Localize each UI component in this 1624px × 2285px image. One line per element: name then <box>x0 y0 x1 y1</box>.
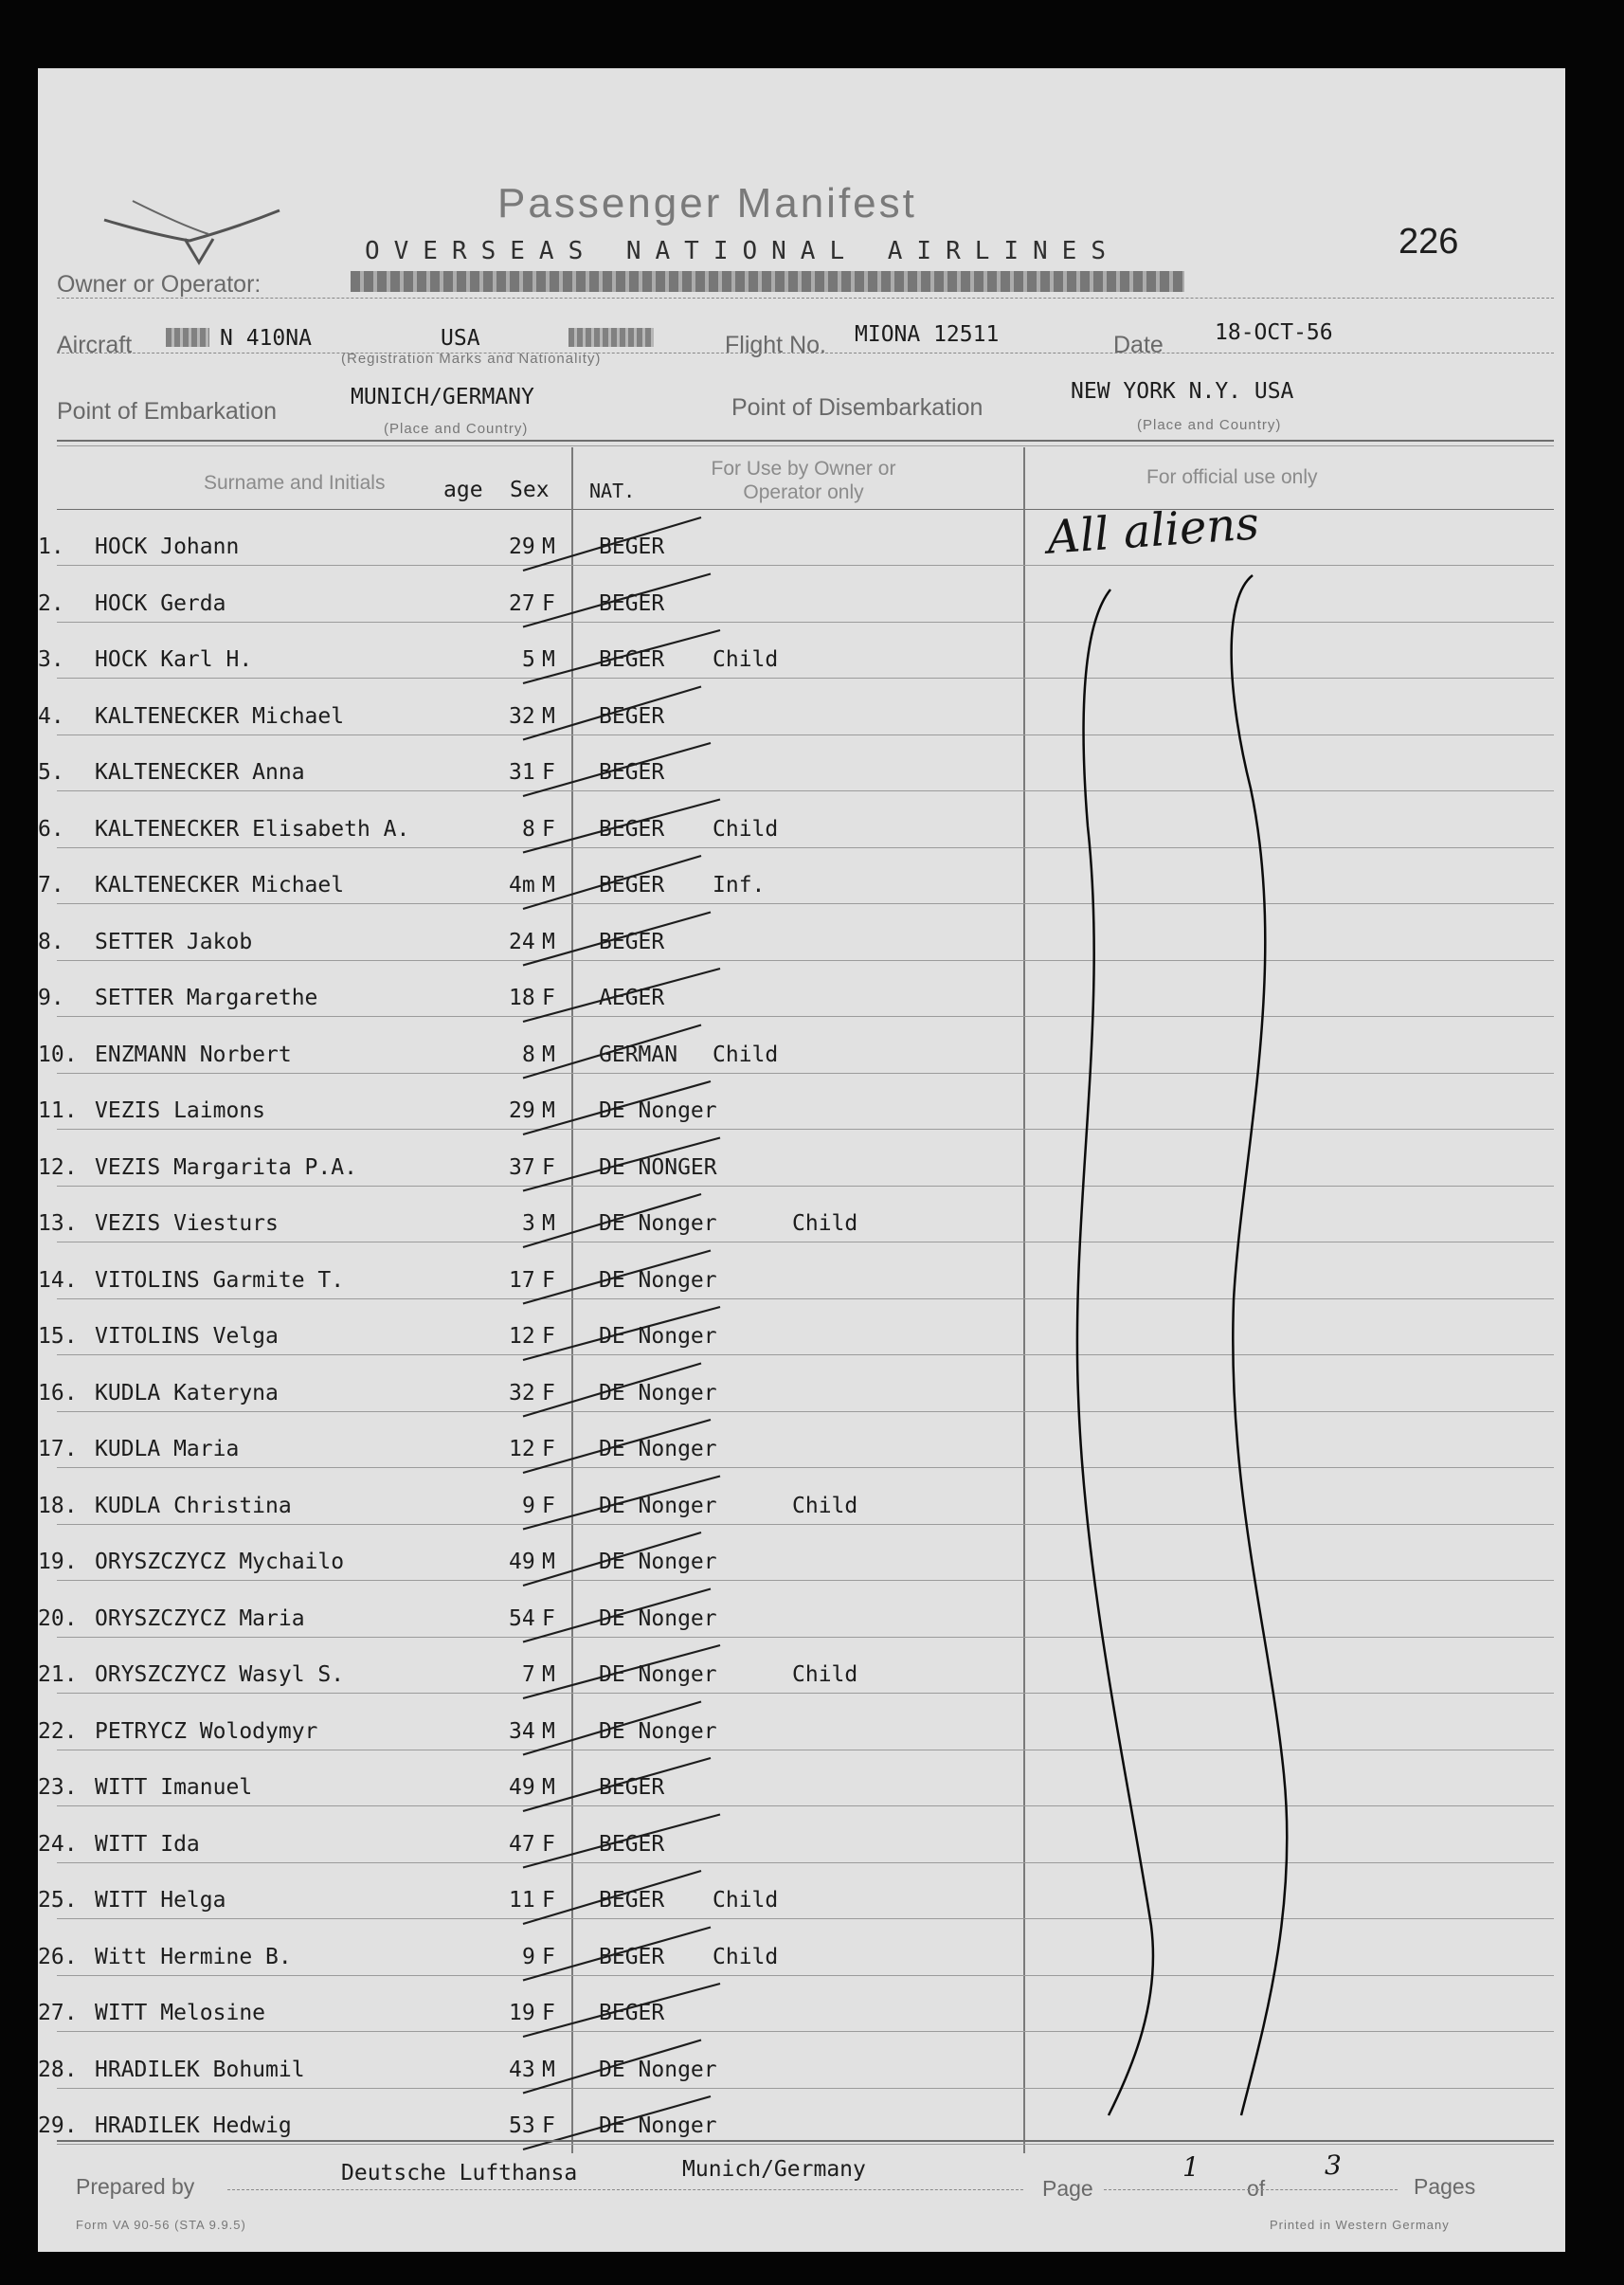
passenger-age: 29 <box>509 535 535 559</box>
passenger-number: 10. <box>38 1042 78 1067</box>
passenger-sex: F <box>542 986 555 1010</box>
aircraft-label: Aircraft <box>57 332 133 358</box>
passenger-sex: M <box>542 1098 555 1123</box>
passenger-name: HRADILEK Hedwig <box>95 2113 292 2138</box>
of-value: 3 <box>1325 2149 1342 2181</box>
check-slash-mark <box>523 2040 701 2094</box>
passenger-name: WITT Ida <box>95 1831 200 1857</box>
passenger-nationality: BEGER <box>599 1775 665 1800</box>
check-slash-mark <box>523 800 720 853</box>
passenger-age: 49 <box>509 1550 535 1574</box>
passenger-sex: F <box>542 1437 555 1461</box>
passenger-age: 24 <box>509 929 535 954</box>
passenger-sex: F <box>542 1267 555 1293</box>
passenger-name: KALTENECKER Michael <box>95 703 345 729</box>
passenger-nationality: DE Nonger <box>599 1718 717 1744</box>
passenger-sex: F <box>542 1493 555 1518</box>
passenger-nationality: DE Nonger <box>599 2057 717 2082</box>
passenger-sex: F <box>542 816 555 842</box>
check-slash-mark <box>523 913 711 966</box>
passenger-sex: M <box>542 1211 555 1236</box>
disembarkation-label: Point of Disembarkation <box>731 394 983 421</box>
passenger-name: VEZIS Margarita P.A. <box>95 1154 357 1180</box>
passenger-nationality: DE Nonger <box>599 1437 717 1461</box>
passenger-name: HRADILEK Bohumil <box>95 2057 305 2082</box>
printed-in: Printed in Western Germany <box>1270 2218 1450 2232</box>
passenger-age: 18 <box>509 986 535 1010</box>
passenger-sex: F <box>542 1831 555 1857</box>
airline-name: OVERSEAS NATIONAL AIRLINES <box>365 237 1120 265</box>
passenger-age: 17 <box>509 1267 535 1293</box>
passenger-number: 22. <box>38 1718 78 1744</box>
passenger-age: 47 <box>509 1831 535 1857</box>
passenger-name: KALTENECKER Michael <box>95 873 345 898</box>
passenger-name: KALTENECKER Anna <box>95 760 305 785</box>
passenger-nationality: GERMAN <box>599 1042 678 1067</box>
passenger-age: 43 <box>509 2057 535 2082</box>
passenger-name: WITT Imanuel <box>95 1775 253 1800</box>
passenger-number: 14. <box>38 1267 78 1293</box>
passenger-sex: M <box>542 1775 555 1800</box>
passenger-number: 9. <box>38 986 64 1010</box>
passenger-name: KUDLA Christina <box>95 1493 292 1518</box>
check-slash-mark <box>523 1589 711 1642</box>
passenger-number: 23. <box>38 1775 78 1800</box>
check-slash-mark <box>523 1477 720 1530</box>
passenger-name: KUDLA Kateryna <box>95 1380 279 1405</box>
passenger-name: PETRYCZ Wolodymyr <box>95 1718 318 1744</box>
passenger-number: 21. <box>38 1662 78 1687</box>
passenger-name: ENZMANN Norbert <box>95 1042 292 1067</box>
passenger-number: 28. <box>38 2057 78 2082</box>
passenger-name: SETTER Jakob <box>95 929 253 954</box>
passenger-note: Child <box>713 1888 779 1913</box>
aircraft-registration: N 410NA <box>220 326 312 351</box>
passenger-number: 11. <box>38 1098 78 1123</box>
passenger-number: 13. <box>38 1211 78 1236</box>
passenger-name: VITOLINS Velga <box>95 1324 279 1349</box>
pages-label: Pages <box>1414 2174 1476 2199</box>
passenger-nationality: BEGER <box>599 590 665 616</box>
passenger-sex: M <box>542 1718 555 1744</box>
of-label: of <box>1247 2176 1266 2201</box>
passenger-note: Child <box>792 1211 858 1236</box>
passenger-name: VITOLINS Garmite T. <box>95 1267 345 1293</box>
passenger-name: HOCK Gerda <box>95 590 226 616</box>
passenger-sex: F <box>542 1154 555 1180</box>
passenger-name: VEZIS Viesturs <box>95 1211 279 1236</box>
col-header-nat: NAT. <box>589 480 636 502</box>
passenger-number: 12. <box>38 1154 78 1180</box>
check-slash-mark <box>523 1025 701 1079</box>
passenger-nationality: AEGER <box>599 986 665 1010</box>
check-slash-mark <box>523 630 720 683</box>
passenger-name: HOCK Johann <box>95 535 240 559</box>
passenger-note: Child <box>713 647 779 672</box>
passenger-nationality: DE Nonger <box>599 1098 717 1123</box>
passenger-note: Child <box>713 1944 779 1969</box>
passenger-name: ORYSZCZYCZ Mychailo <box>95 1550 345 1574</box>
embarkation-caption: (Place and Country) <box>384 421 529 437</box>
passenger-name: ORYSZCZYCZ Maria <box>95 1605 305 1631</box>
passenger-name: WITT Melosine <box>95 2001 266 2025</box>
passenger-age: 54 <box>509 1605 535 1631</box>
passenger-nationality: BEGER <box>599 2001 665 2025</box>
check-slash-mark <box>523 1364 701 1417</box>
passenger-age: 31 <box>509 760 535 785</box>
col-header-official-use: For official use only <box>1146 466 1318 488</box>
flight-label: Flight No. <box>725 332 826 358</box>
page-value: 1 <box>1182 2151 1200 2183</box>
official-note-handwriting: All aliens <box>1045 497 1261 565</box>
passenger-nationality: BEGER <box>599 929 665 954</box>
passenger-sex: M <box>542 929 555 954</box>
passenger-nationality: BEGER <box>599 1944 665 1969</box>
passenger-sex: M <box>542 647 555 672</box>
passenger-name: Witt Hermine B. <box>95 1944 292 1969</box>
passenger-note: Inf. <box>713 873 766 898</box>
passenger-age: 32 <box>509 703 535 729</box>
passenger-sex: M <box>542 1662 555 1687</box>
passenger-age: 34 <box>509 1718 535 1744</box>
col-header-sex: Sex <box>510 478 550 502</box>
check-slash-mark <box>523 687 701 740</box>
check-slash-mark <box>523 1081 711 1134</box>
aircraft-nationality: USA <box>441 326 480 351</box>
flight-date: 18-OCT-56 <box>1215 320 1333 345</box>
disembarkation-place: NEW YORK N.Y. USA <box>1071 379 1294 404</box>
passenger-number: 17. <box>38 1437 78 1461</box>
check-slash-mark <box>523 1815 720 1868</box>
passenger-number: 26. <box>38 1944 78 1969</box>
prepared-location: Munich/Germany <box>682 2157 866 2182</box>
passenger-nationality: BEGER <box>599 647 665 672</box>
passenger-sex: M <box>542 535 555 559</box>
form-id: Form VA 90-56 (STA 9.9.5) <box>76 2218 246 2232</box>
date-label: Date <box>1113 332 1164 358</box>
passenger-age: 37 <box>509 1154 535 1180</box>
passenger-number: 7. <box>38 873 64 898</box>
flight-number: MIONA 12511 <box>855 322 1000 347</box>
check-slash-mark <box>523 1532 701 1586</box>
passenger-sex: F <box>542 1888 555 1913</box>
pen-marks <box>38 68 1565 2252</box>
check-slash-mark <box>523 856 701 909</box>
passenger-number: 24. <box>38 1831 78 1857</box>
passenger-age: 4m <box>509 873 535 898</box>
passenger-age: 9 <box>522 1944 535 1969</box>
passenger-sex: F <box>542 2001 555 2025</box>
passenger-age: 9 <box>522 1493 535 1518</box>
passenger-age: 12 <box>509 1437 535 1461</box>
passenger-number: 29. <box>38 2113 78 2138</box>
passenger-age: 32 <box>509 1380 535 1405</box>
passenger-nationality: DE Nonger <box>599 2113 717 2138</box>
passenger-number: 16. <box>38 1380 78 1405</box>
passenger-sex: F <box>542 1324 555 1349</box>
passenger-nationality: BEGER <box>599 873 665 898</box>
passenger-number: 18. <box>38 1493 78 1518</box>
passenger-nationality: DE Nonger <box>599 1493 717 1518</box>
passenger-age: 12 <box>509 1324 535 1349</box>
passenger-number: 19. <box>38 1550 78 1574</box>
col-header-name: Surname and Initials <box>204 472 386 494</box>
passenger-age: 8 <box>522 816 535 842</box>
passenger-sex: M <box>542 2057 555 2082</box>
passenger-number: 1. <box>38 535 64 559</box>
passenger-note: Child <box>713 1042 779 1067</box>
footer-rule <box>57 2140 1554 2142</box>
check-slash-mark <box>523 1758 711 1811</box>
passenger-number: 8. <box>38 929 64 954</box>
check-slash-mark <box>523 1702 701 1755</box>
passenger-age: 29 <box>509 1098 535 1123</box>
passenger-nationality: BEGER <box>599 535 665 559</box>
passenger-nationality: DE NONGER <box>599 1154 717 1180</box>
pen-line-left <box>1077 589 1153 2115</box>
disembarkation-caption: (Place and Country) <box>1137 417 1282 433</box>
passenger-sex: M <box>542 873 555 898</box>
passenger-name: KALTENECKER Elisabeth A. <box>95 816 410 842</box>
passenger-sex: F <box>542 1380 555 1405</box>
check-slash-mark <box>523 1307 720 1360</box>
passenger-name: WITT Helga <box>95 1888 226 1913</box>
prepared-by-value: Deutsche Lufthansa <box>341 2161 578 2185</box>
passenger-sex: F <box>542 2113 555 2138</box>
passenger-name: HOCK Karl H. <box>95 647 253 672</box>
manifest-title: Passenger Manifest <box>497 180 917 227</box>
passenger-nationality: BEGER <box>599 760 665 785</box>
passenger-number: 3. <box>38 647 64 672</box>
passenger-age: 49 <box>509 1775 535 1800</box>
passenger-nationality: DE Nonger <box>599 1380 717 1405</box>
passenger-age: 3 <box>522 1211 535 1236</box>
check-slash-mark <box>523 517 701 571</box>
passenger-age: 27 <box>509 590 535 616</box>
passenger-sex: M <box>542 1042 555 1067</box>
passenger-sex: F <box>542 1605 555 1631</box>
registration-caption: (Registration Marks and Nationality) <box>341 351 602 367</box>
passenger-nationality: BEGER <box>599 816 665 842</box>
prepared-by-label: Prepared by <box>76 2174 195 2199</box>
passenger-number: 15. <box>38 1324 78 1349</box>
col-header-owner-use: For Use by Owner or Operator only <box>711 458 896 503</box>
passenger-nationality: DE Nonger <box>599 1605 717 1631</box>
passenger-sex: M <box>542 703 555 729</box>
passenger-nationality: DE Nonger <box>599 1211 717 1236</box>
owner-label: Owner or Operator: <box>57 271 262 298</box>
manifest-page <box>38 68 1565 2252</box>
passenger-nationality: DE Nonger <box>599 1324 717 1349</box>
passenger-number: 25. <box>38 1888 78 1913</box>
col-header-age: age <box>443 478 483 502</box>
page-count-rule <box>1104 2189 1398 2190</box>
passenger-nationality: BEGER <box>599 1888 665 1913</box>
passenger-age: 7 <box>522 1662 535 1687</box>
passenger-number: 2. <box>38 590 64 616</box>
passenger-age: 11 <box>509 1888 535 1913</box>
passenger-number: 4. <box>38 703 64 729</box>
passenger-name: SETTER Margarethe <box>95 986 318 1010</box>
check-slash-mark <box>523 1928 711 1981</box>
pen-line-right <box>1232 575 1288 2115</box>
passenger-sex: F <box>542 590 555 616</box>
check-slash-mark <box>523 1251 711 1304</box>
passenger-nationality: DE Nonger <box>599 1267 717 1293</box>
passenger-name: VEZIS Laimons <box>95 1098 266 1123</box>
passenger-name: KUDLA Maria <box>95 1437 240 1461</box>
passenger-nationality: DE Nonger <box>599 1662 717 1687</box>
passenger-sex: F <box>542 760 555 785</box>
passenger-age: 5 <box>522 647 535 672</box>
embarkation-place: MUNICH/GERMANY <box>351 385 534 409</box>
check-slash-mark <box>523 574 711 627</box>
passenger-sex: F <box>542 1944 555 1969</box>
passenger-note: Child <box>713 816 779 842</box>
passenger-nationality: DE Nonger <box>599 1550 717 1574</box>
passenger-note: Child <box>792 1662 858 1687</box>
passenger-number: 6. <box>38 816 64 842</box>
check-slash-mark <box>523 1871 701 1924</box>
check-slash-mark <box>523 969 720 1022</box>
passenger-number: 5. <box>38 760 64 785</box>
check-slash-mark <box>523 1645 720 1698</box>
passenger-note: Child <box>792 1493 858 1518</box>
passenger-age: 8 <box>522 1042 535 1067</box>
passenger-nationality: BEGER <box>599 703 665 729</box>
check-slash-mark <box>523 1420 711 1473</box>
prepared-by-rule <box>227 2189 1023 2190</box>
check-slash-mark <box>523 743 711 796</box>
passenger-nationality: BEGER <box>599 1831 665 1857</box>
passenger-sex: M <box>542 1550 555 1574</box>
check-slash-mark <box>523 1984 720 2037</box>
embarkation-label: Point of Embarkation <box>57 398 278 425</box>
page-number-stamp: 226 <box>1398 222 1459 262</box>
check-slash-mark <box>523 1138 720 1191</box>
passenger-age: 19 <box>509 2001 535 2025</box>
passenger-number: 20. <box>38 1605 78 1631</box>
page-label: Page <box>1042 2176 1093 2201</box>
passenger-name: ORYSZCZYCZ Wasyl S. <box>95 1662 345 1687</box>
passenger-number: 27. <box>38 2001 78 2025</box>
check-slash-mark <box>523 1194 701 1247</box>
passenger-age: 53 <box>509 2113 535 2138</box>
